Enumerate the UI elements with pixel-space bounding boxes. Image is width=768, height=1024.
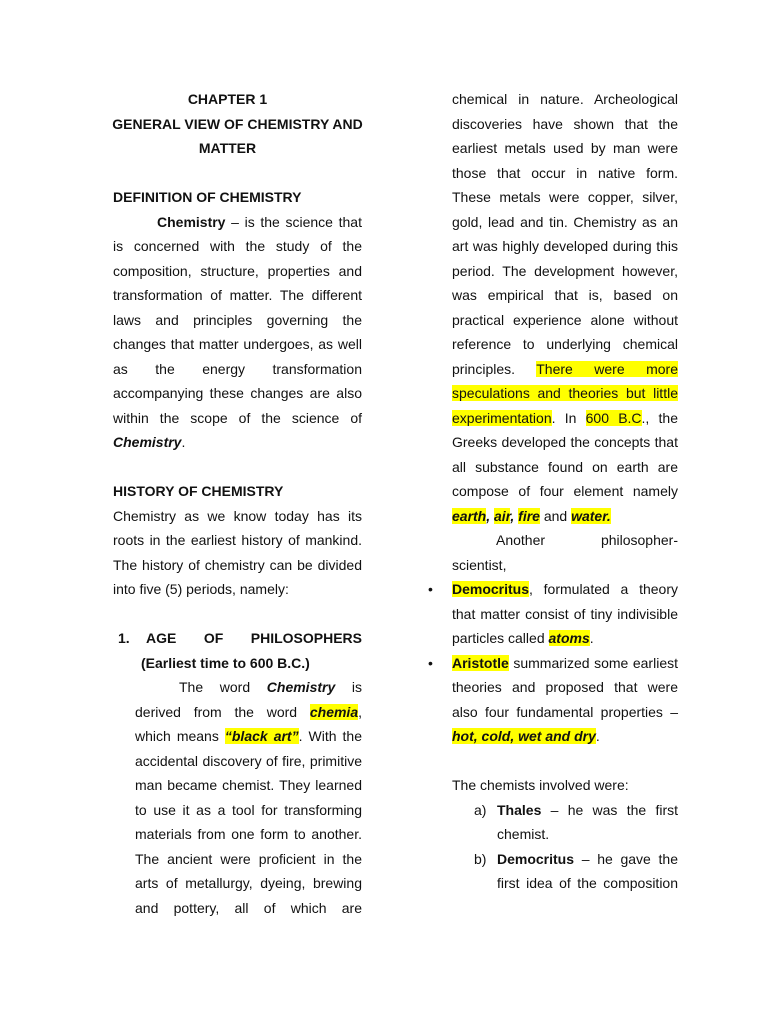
- bullet-line: [452, 626, 678, 651]
- bullet-line: that matter consist of tiny indivisible: [452, 605, 678, 622]
- body-text: . In: [551, 409, 586, 426]
- period-text: derived from the word: [135, 703, 310, 720]
- highlight-name: Democritus: [452, 581, 530, 597]
- list-label: a): [474, 801, 487, 818]
- definition-line: changes that matter undergoes, as well: [113, 336, 362, 352]
- period-line: [135, 700, 362, 725]
- body-text: philosopher-: [600, 532, 678, 548]
- period-heading: [113, 626, 362, 651]
- highlight-element: water.: [571, 507, 611, 524]
- chemist-item-thales: [452, 798, 678, 847]
- body-line: practical experience alone without: [452, 311, 678, 328]
- body-text: and: [539, 507, 572, 524]
- definition-line: composition, structure, properties and: [113, 262, 362, 279]
- definition-line: is concerned with the study of the: [113, 238, 362, 254]
- bullet-line: [452, 577, 678, 602]
- bullet-icon: •: [428, 581, 433, 597]
- highlight-chemia: chemia: [309, 703, 359, 720]
- body-line: gold, lead and tin. Chemistry as an: [452, 213, 678, 230]
- chemists-intro: The chemists involved were:: [452, 777, 629, 793]
- definition-line: [113, 210, 362, 235]
- bullet-line: theories and proposed that were: [452, 679, 678, 695]
- highlight-element: fire: [518, 507, 540, 524]
- chemist-name: Democritus: [497, 850, 575, 867]
- body-line: discoveries have shown that the: [452, 115, 678, 132]
- period-line: materials from one form to another.: [135, 826, 362, 842]
- chemist-line: [497, 798, 678, 823]
- chemist-line: chemist.: [497, 826, 550, 842]
- definition-term-italic: Chemistry: [113, 434, 182, 450]
- highlight-element: earth: [452, 507, 487, 524]
- definition-line: as the energy transformation: [113, 360, 362, 377]
- bullet-line: [452, 651, 678, 676]
- right-column: [428, 87, 678, 896]
- highlight-speculation: experimentation: [452, 409, 552, 426]
- highlight-element: air: [494, 507, 511, 524]
- body-line: scientist,: [452, 556, 507, 573]
- bullet-text: particles called: [452, 630, 549, 646]
- period-line: [135, 675, 362, 700]
- body-line: [452, 381, 678, 406]
- definition-heading: DEFINITION OF CHEMISTRY: [113, 189, 302, 205]
- definition-line: accompanying these changes are also: [113, 385, 362, 401]
- body-line: those that occur in native form.: [452, 164, 678, 181]
- body-text: Another: [496, 532, 546, 548]
- bullet-text: summarized some earliest: [508, 654, 678, 671]
- period-line: accidental discovery of fire, primitive: [135, 752, 362, 769]
- list-label: b): [474, 850, 487, 867]
- chemist-line: [497, 847, 678, 872]
- bullet-icon: •: [428, 654, 433, 671]
- list-item-aristotle: [428, 651, 678, 749]
- body-text: principles.: [452, 360, 537, 377]
- period-body: [135, 675, 362, 920]
- list-item-democritus: [428, 577, 678, 651]
- body-text: ,: [486, 507, 495, 524]
- body-line: These metals were copper, silver,: [452, 189, 678, 205]
- period-text: ,: [358, 703, 362, 720]
- highlight-speculation: speculations and theories but little: [452, 385, 678, 401]
- period-line: to use it as a tool for transforming: [135, 801, 362, 818]
- bullet-text: , formulated a theory: [529, 581, 678, 597]
- bullet-text: .: [595, 728, 600, 744]
- highlight-properties: hot, cold, wet and dry: [452, 728, 596, 744]
- body-line: reference to underlying chemical: [452, 336, 678, 352]
- bullet-text: .: [589, 630, 594, 646]
- body-line: [452, 528, 678, 553]
- period-line: [135, 724, 362, 749]
- history-line: The history of chemistry can be divided: [113, 556, 362, 573]
- period-text: which means: [135, 728, 225, 744]
- body-line: art was highly developed during this: [452, 238, 678, 254]
- chapter-label: CHAPTER 1: [187, 91, 268, 107]
- definition-line: transformation of matter. The different: [113, 287, 362, 303]
- period-line: The ancient were proficient in the: [135, 850, 362, 867]
- period-subtitle: (Earliest time to 600 B.C.): [141, 654, 310, 671]
- period-title: AGE OF PHILOSOPHERS: [146, 630, 362, 646]
- chemist-item-democritus: [452, 847, 678, 896]
- left-column: [113, 87, 362, 920]
- body-line: all substance found on earth are: [452, 458, 678, 475]
- body-line: [452, 504, 678, 529]
- definition-text: .: [181, 434, 186, 450]
- chemist-line: first idea of the composition: [497, 875, 678, 891]
- body-line: period. The development however,: [452, 262, 678, 279]
- chemist-name: Thales: [497, 801, 542, 818]
- period-text: is: [335, 679, 363, 695]
- chemist-text: – he gave the: [574, 850, 678, 867]
- definition-line: laws and principles governing the: [113, 311, 362, 328]
- body-text: ,: [510, 507, 519, 524]
- body-line: earliest metals used by man were: [452, 140, 678, 156]
- body-line: was empirical that is, based on: [452, 287, 678, 303]
- highlight-date: 600 B.C: [585, 409, 642, 426]
- history-line: roots in the earliest history of mankind.: [113, 532, 362, 548]
- period-line: man became chemist. They learned: [135, 777, 362, 793]
- body-text: ., the: [641, 409, 678, 426]
- body-line: compose of four element namely: [452, 483, 678, 499]
- body-line: [452, 357, 678, 382]
- body-line: Greeks developed the concepts that: [452, 434, 678, 450]
- bullet-line: [452, 724, 678, 749]
- chapter-title-line2: MATTER: [198, 140, 257, 156]
- body-line: [452, 406, 678, 431]
- highlight-atoms: atoms: [548, 630, 590, 646]
- chapter-title-line1: GENERAL VIEW OF CHEMISTRY AND: [112, 115, 363, 132]
- period-text: The word: [179, 679, 267, 695]
- period-number: 1.: [118, 630, 130, 646]
- definition-text: – is the science that: [225, 213, 362, 230]
- highlight-black-art: “black art”: [224, 728, 299, 744]
- body-line: chemical in nature. Archeological: [452, 91, 678, 107]
- period-text: . With the: [298, 728, 363, 744]
- period-line: and pottery, all of which are: [135, 899, 362, 916]
- history-line: Chemistry as we know today has its: [113, 507, 362, 524]
- highlight-name: Aristotle: [452, 654, 509, 671]
- bullet-line: also four fundamental properties –: [452, 703, 678, 720]
- definition-term: Chemistry: [157, 213, 226, 230]
- period-line: arts of metallurgy, dyeing, brewing: [135, 875, 362, 891]
- highlight-speculation: There were more: [536, 360, 678, 377]
- history-heading: HISTORY OF CHEMISTRY: [113, 483, 284, 499]
- chemist-text: – he was the first: [541, 801, 678, 818]
- period-term: Chemistry: [266, 679, 336, 695]
- definition-line: [113, 430, 362, 455]
- history-line: into five (5) periods, namely:: [113, 581, 289, 597]
- definition-line: within the scope of the science of: [113, 409, 362, 426]
